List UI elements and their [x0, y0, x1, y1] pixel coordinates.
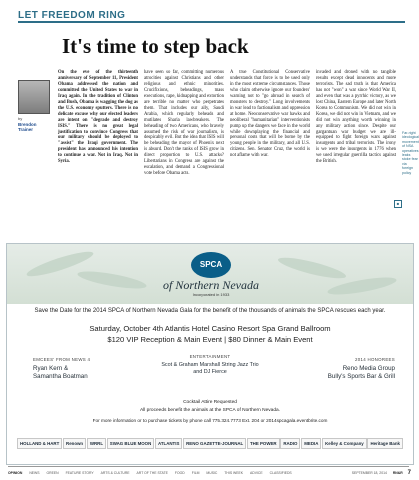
header-rule	[18, 21, 405, 23]
footer-section-opinion[interactable]: OPINION	[8, 471, 23, 475]
spca-brand: of Northern Nevada	[163, 278, 259, 292]
article-column-1	[58, 70, 138, 165]
emcee-name: Ryan Kern &	[33, 365, 69, 372]
honorees-list	[295, 365, 395, 380]
article-text-col2: have seen so far, committing numerous atrocities against Christians and other religious and ethnic minorities. Crucifixions, beheadings, mass executions, rape, kidnapping and extortion are terrible no matter who perpetrates them. That includes our ally, Saudi Arabia, which regularly beheads and mutilates Sharia lawbreakers. The beheading of two Americans, who bravely assumed the risk of war journalism, is despicably evil. But the idea that ISIS will be beheading the mayor of Phoenix next is absurd. Don't the ranks of ISIS grow in direct proportion to U.S. attacks? Libertarians in Congress are against the escalation, and demand a Congressional vote before Obama acts.	[144, 70, 224, 177]
footer-publication: RN&R	[392, 471, 403, 475]
sponsor-logo: Heritage Bank	[367, 438, 403, 449]
leaf-decoration-icon	[277, 254, 348, 283]
emcee-name: Samantha Boatman	[33, 372, 88, 380]
honoree-name: Bully's Sports Bar & Grill	[327, 372, 395, 380]
spca-badge-icon: SPCA	[191, 252, 231, 278]
honoree-name: Reno Media Group	[342, 365, 395, 372]
sponsor-logo: ATLANTIS	[155, 438, 182, 449]
footer-section-film[interactable]: FILM	[191, 471, 200, 475]
footer-rule	[8, 466, 409, 467]
sponsor-logo: Renown	[63, 438, 86, 449]
ad-prices: $120 VIP Reception & Main Event | $80 Dinner & Main Event	[107, 335, 313, 344]
entertainment-act: Scot & Graham Marshall String Jazz Trio	[161, 362, 259, 368]
sponsor-logo: SWAG BLUE MOON	[107, 438, 154, 449]
footer-section-classifieds[interactable]: CLASSIFIEDS	[269, 471, 292, 475]
byline-name: Brendon Trainer	[18, 122, 37, 133]
page-footer	[8, 469, 411, 477]
leaf-decoration-icon	[76, 268, 147, 292]
ad-tagline: Save the Date for the 2014 SPCA of Northern Nevada Gala for the benefit of the thousands of animals the SPCA rescues each year.	[34, 308, 386, 314]
article-text-col3: A true Constitutional Conservative understands that force is to be used only in the most extreme circumstances. Those who claim otherwise ignore our founders' warning not to "go abroad in search of monsters to destroy." Long involvements in war lead to factionalism and oppression at home. Neoconservative war hawks and neoliberal "humanitarian" interventionists pump up the dangers we face in the world while downplaying the financial and personal costs that will be borne by the young people in the military, and all U.S. citizens. Sen. Senator Cruz, the world is not aflame with war.	[230, 70, 310, 159]
entertainment-list	[133, 362, 287, 376]
entertainment-label: ENTERTAINMENT	[189, 354, 231, 359]
sponsor-logo: THE POWER	[247, 438, 280, 449]
footer-section-green[interactable]: GREEN	[46, 471, 59, 475]
entertainment-act: and DJ Fierce	[193, 369, 227, 375]
footer-date: SEPTEMBER 18, 2014	[351, 471, 387, 475]
spca-gala-ad[interactable]	[6, 243, 414, 465]
emcees-list	[33, 365, 88, 380]
footer-section-music[interactable]: MUSIC	[206, 471, 218, 475]
article-column-4	[316, 70, 396, 165]
page-number: 7	[407, 470, 411, 476]
footer-section-arts[interactable]: ARTS & CULTURE	[100, 471, 130, 475]
sponsor-strip	[17, 430, 403, 456]
ad-ticket-info[interactable]: For more information or to purchase tickets by phone call 775.324.7773 Ext. 204 or 2014spcagala.eventbrite.com	[92, 418, 328, 423]
ad-date-venue: Saturday, October 4th Atlantis Hotel Casino Resort Spa Grand Ballroom	[89, 324, 331, 333]
article-text-col4: invaded and droned with no tangible results except dead innocents and more terrorists. The sad truth is that America has not "won" a war since World War II, and even that was a pyrrhic victory, as we lost China, Eastern Europe and later North Korea to Communism. We did not win in Korea, we did not win in Vietnam, and we did not win anything worth winning in any military action since. Despite our gargantuan war budget we are ill-equipped to fight foreign wars against insurgents and tribal terrorists. The irony is we were the insurgents in 1776 when we used irregular guerrilla tactics against the British.	[316, 70, 396, 165]
article-column-3	[230, 70, 310, 159]
footer-section-feature[interactable]: FEATURE STORY	[65, 471, 94, 475]
article-column-2	[144, 70, 224, 177]
sponsor-logo: RENO GAZETTE-JOURNAL	[183, 438, 246, 449]
ad-banner	[7, 244, 413, 304]
section-kicker: LET FREEDOM RING	[18, 10, 126, 21]
sponsor-logo: RADIO	[280, 438, 300, 449]
author-photo	[18, 80, 50, 114]
sponsor-logo: WRRL	[87, 438, 106, 449]
spca-logo	[161, 252, 261, 298]
footer-section-advice[interactable]: ADVICE	[250, 471, 263, 475]
footer-section-this-week[interactable]: THIS WEEK	[224, 471, 244, 475]
end-mark-icon: ■	[394, 200, 402, 208]
footer-section-news[interactable]: NEWS	[29, 471, 40, 475]
emcees-label: EMCEES' FROM NEWS 4	[33, 357, 91, 362]
spca-since: Incorporated in 1933	[192, 292, 230, 297]
sponsor-logo: Kelley & Company	[322, 438, 367, 449]
footer-section-food[interactable]: FOOD	[174, 471, 185, 475]
sponsor-logo: MEDIA	[301, 438, 321, 449]
ad-proceeds: All proceeds benefit the animals at the SPCA of Northern Nevada.	[140, 408, 280, 413]
pullquote: Far-right ideological movement of NSA operatives leaks stoke fear via foreign policy	[402, 131, 419, 175]
sponsor-logo: HOLLAND & HART	[17, 438, 62, 449]
article-text-col1: On the eve of the thirteenth anniversary of September 11, President Obama addressed the nation and committed the United States to war in Iraq again. In the tradition of Clinton and Bush, Obama is wagging the dog as the U.S. economy sputters. There is no delicate excuse why our elected leaders are intent on "degrade and destroy ISIS." There is no great legal justification to convince Congress that our military should be deployed to "assist" the Iraqi government. The president has announced his intention to continue a war. Not in Iraq. Not in Syria.	[58, 70, 138, 165]
honorees-label: 2014 HONOREES	[354, 357, 395, 362]
ad-dress-code: Cocktail Attire Requested	[183, 400, 237, 405]
byline-label: by	[18, 116, 23, 121]
article-headline: It's time to step back	[62, 34, 249, 58]
footer-section-art-of-state[interactable]: ART OF THE STATE	[136, 471, 168, 475]
